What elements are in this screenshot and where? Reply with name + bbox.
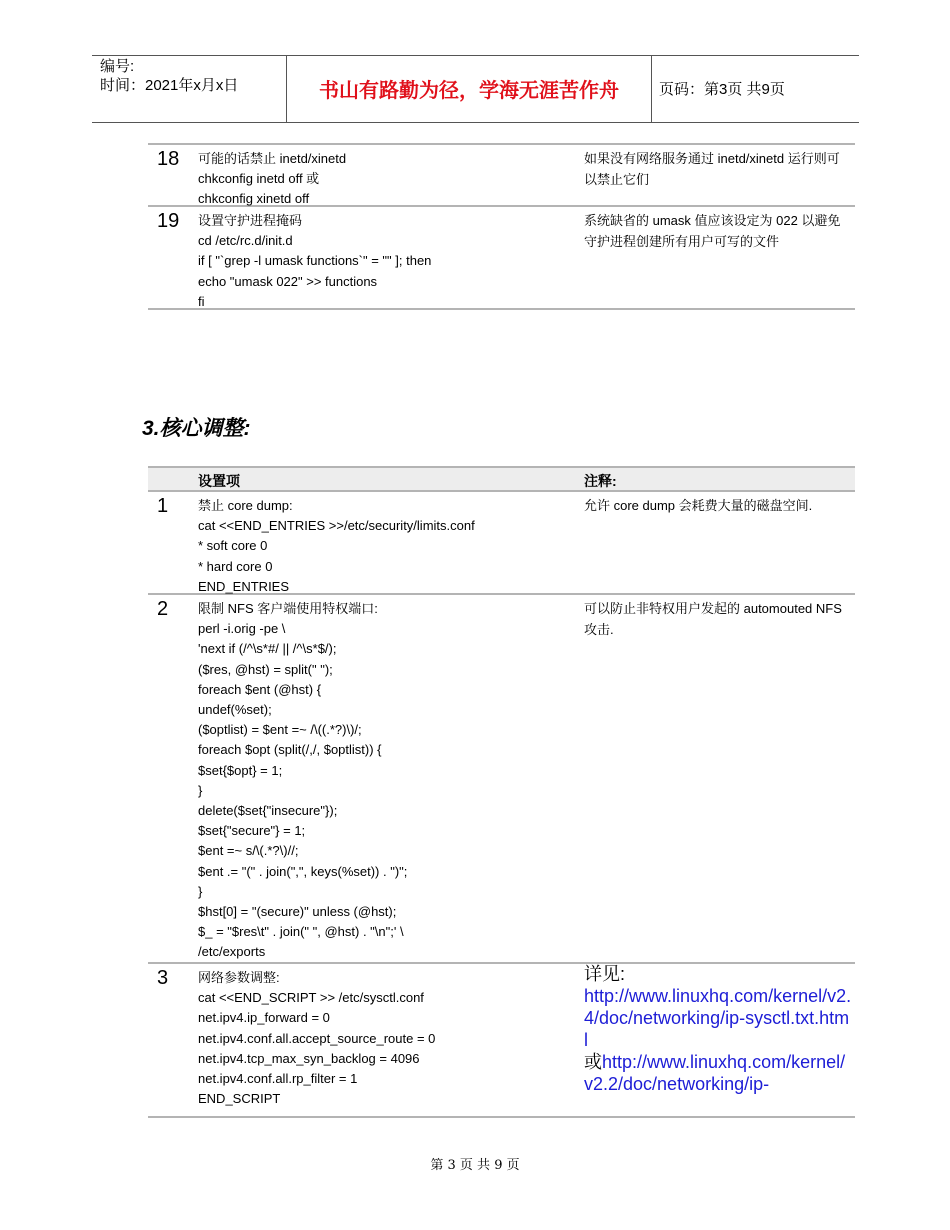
- table-row: [148, 964, 855, 1118]
- header-page-cell: [651, 56, 859, 122]
- table-row: [148, 595, 855, 964]
- row-note: 系统缺省的 umask 值应该设定为 022 以避免守护进程创建所有用户可写的文件: [584, 213, 841, 249]
- row-command: 限制 NFS 客户端使用特权端口: perl -i.orig -pe \ 'next if (/^\s*#/ || /^\s*$/); ($res, @hst) = split(" "); foreach $ent (@hst) { undef(%set); ($optlist) = $ent =~ /\((.*?)\)/; foreach $opt (split(/,/, $optlist)) { $set{$opt} = 1; } delete($set{"insecure"}); $set{"secure"} = 1; $ent =~ s/\(.*?\)//; $ent .= "(" . join(",", keys(%set)) . ")"; } $hst[0] = "(secure)" unless (@hst); $_ = "$res\t" . join(" ", @hst) . "\n";' \ /etc/exports: [198, 601, 408, 960]
- row-note: 如果没有网络服务通过 inetd/xinetd 运行则可以禁止它们: [584, 151, 840, 187]
- header-setting: 设置项: [198, 473, 240, 489]
- see-also-label: 详见:: [584, 964, 626, 984]
- table-continued: [148, 143, 855, 310]
- row-note: 允许 core dump 会耗费大量的磁盘空间.: [584, 498, 813, 513]
- row-command: 禁止 core dump: cat <<END_ENTRIES >>/etc/security/limits.conf * soft core 0 * hard core 0 END_ENTRIES: [198, 498, 475, 594]
- row-command: 网络参数调整: cat <<END_SCRIPT >> /etc/sysctl.conf net.ipv4.ip_forward = 0 net.ipv4.conf.all.accept_source_route = 0 net.ipv4.tcp_max_syn_backlog = 4096 net.ipv4.conf.all.rp_filter = 1 END_SCRIPT: [198, 970, 436, 1107]
- row-number: 2: [157, 598, 169, 620]
- row-number: 18: [157, 148, 180, 170]
- row-number: 1: [157, 495, 169, 517]
- page-header: [92, 55, 859, 123]
- row-number: 3: [157, 967, 169, 989]
- table-row: [148, 145, 855, 207]
- row-note: 可以防止非特权用户发起的 automouted NFS 攻击.: [584, 601, 842, 637]
- or-label: 或: [584, 1052, 602, 1072]
- sysctl-doc-link-v24[interactable]: http://www.linuxhq.com/kernel/v2.4/doc/networking/ip-sysctl.txt.html: [584, 986, 852, 1050]
- section-title: 3.核心调整:: [142, 417, 251, 440]
- page-label: 页码：第3页 共9页: [659, 81, 785, 98]
- header-note: 注释:: [584, 473, 617, 489]
- header-motto-cell: [286, 56, 652, 122]
- sysctl-doc-link-v22[interactable]: http://www.linuxhq.com/kernel/v2.2/doc/networking/ip-: [584, 1052, 846, 1094]
- motto: 书山有路勤为径，学海无涯苦作舟: [319, 78, 619, 102]
- row-number: 19: [157, 210, 180, 232]
- table-row: [148, 492, 855, 595]
- row-command: 可能的话禁止 inetd/xinetd chkconfig inetd off 或 chkconfig xinetd off: [198, 151, 347, 207]
- table-header-row: [148, 466, 855, 492]
- row-note: [584, 963, 852, 1095]
- header-meta-cell: [92, 56, 286, 122]
- row-command: 设置守护进程掩码 cd /etc/rc.d/init.d if [ "`grep -l umask functions`" = "" ]; then echo "umask 022" >> functions fi: [198, 213, 432, 309]
- time-label: 时间：2021年x月x日: [100, 77, 239, 94]
- kernel-tuning-table: [148, 466, 855, 1118]
- table-row: [148, 207, 855, 310]
- code-label: 编号:: [100, 58, 135, 75]
- page-footer: 第 3 页 共 9 页: [430, 1158, 520, 1173]
